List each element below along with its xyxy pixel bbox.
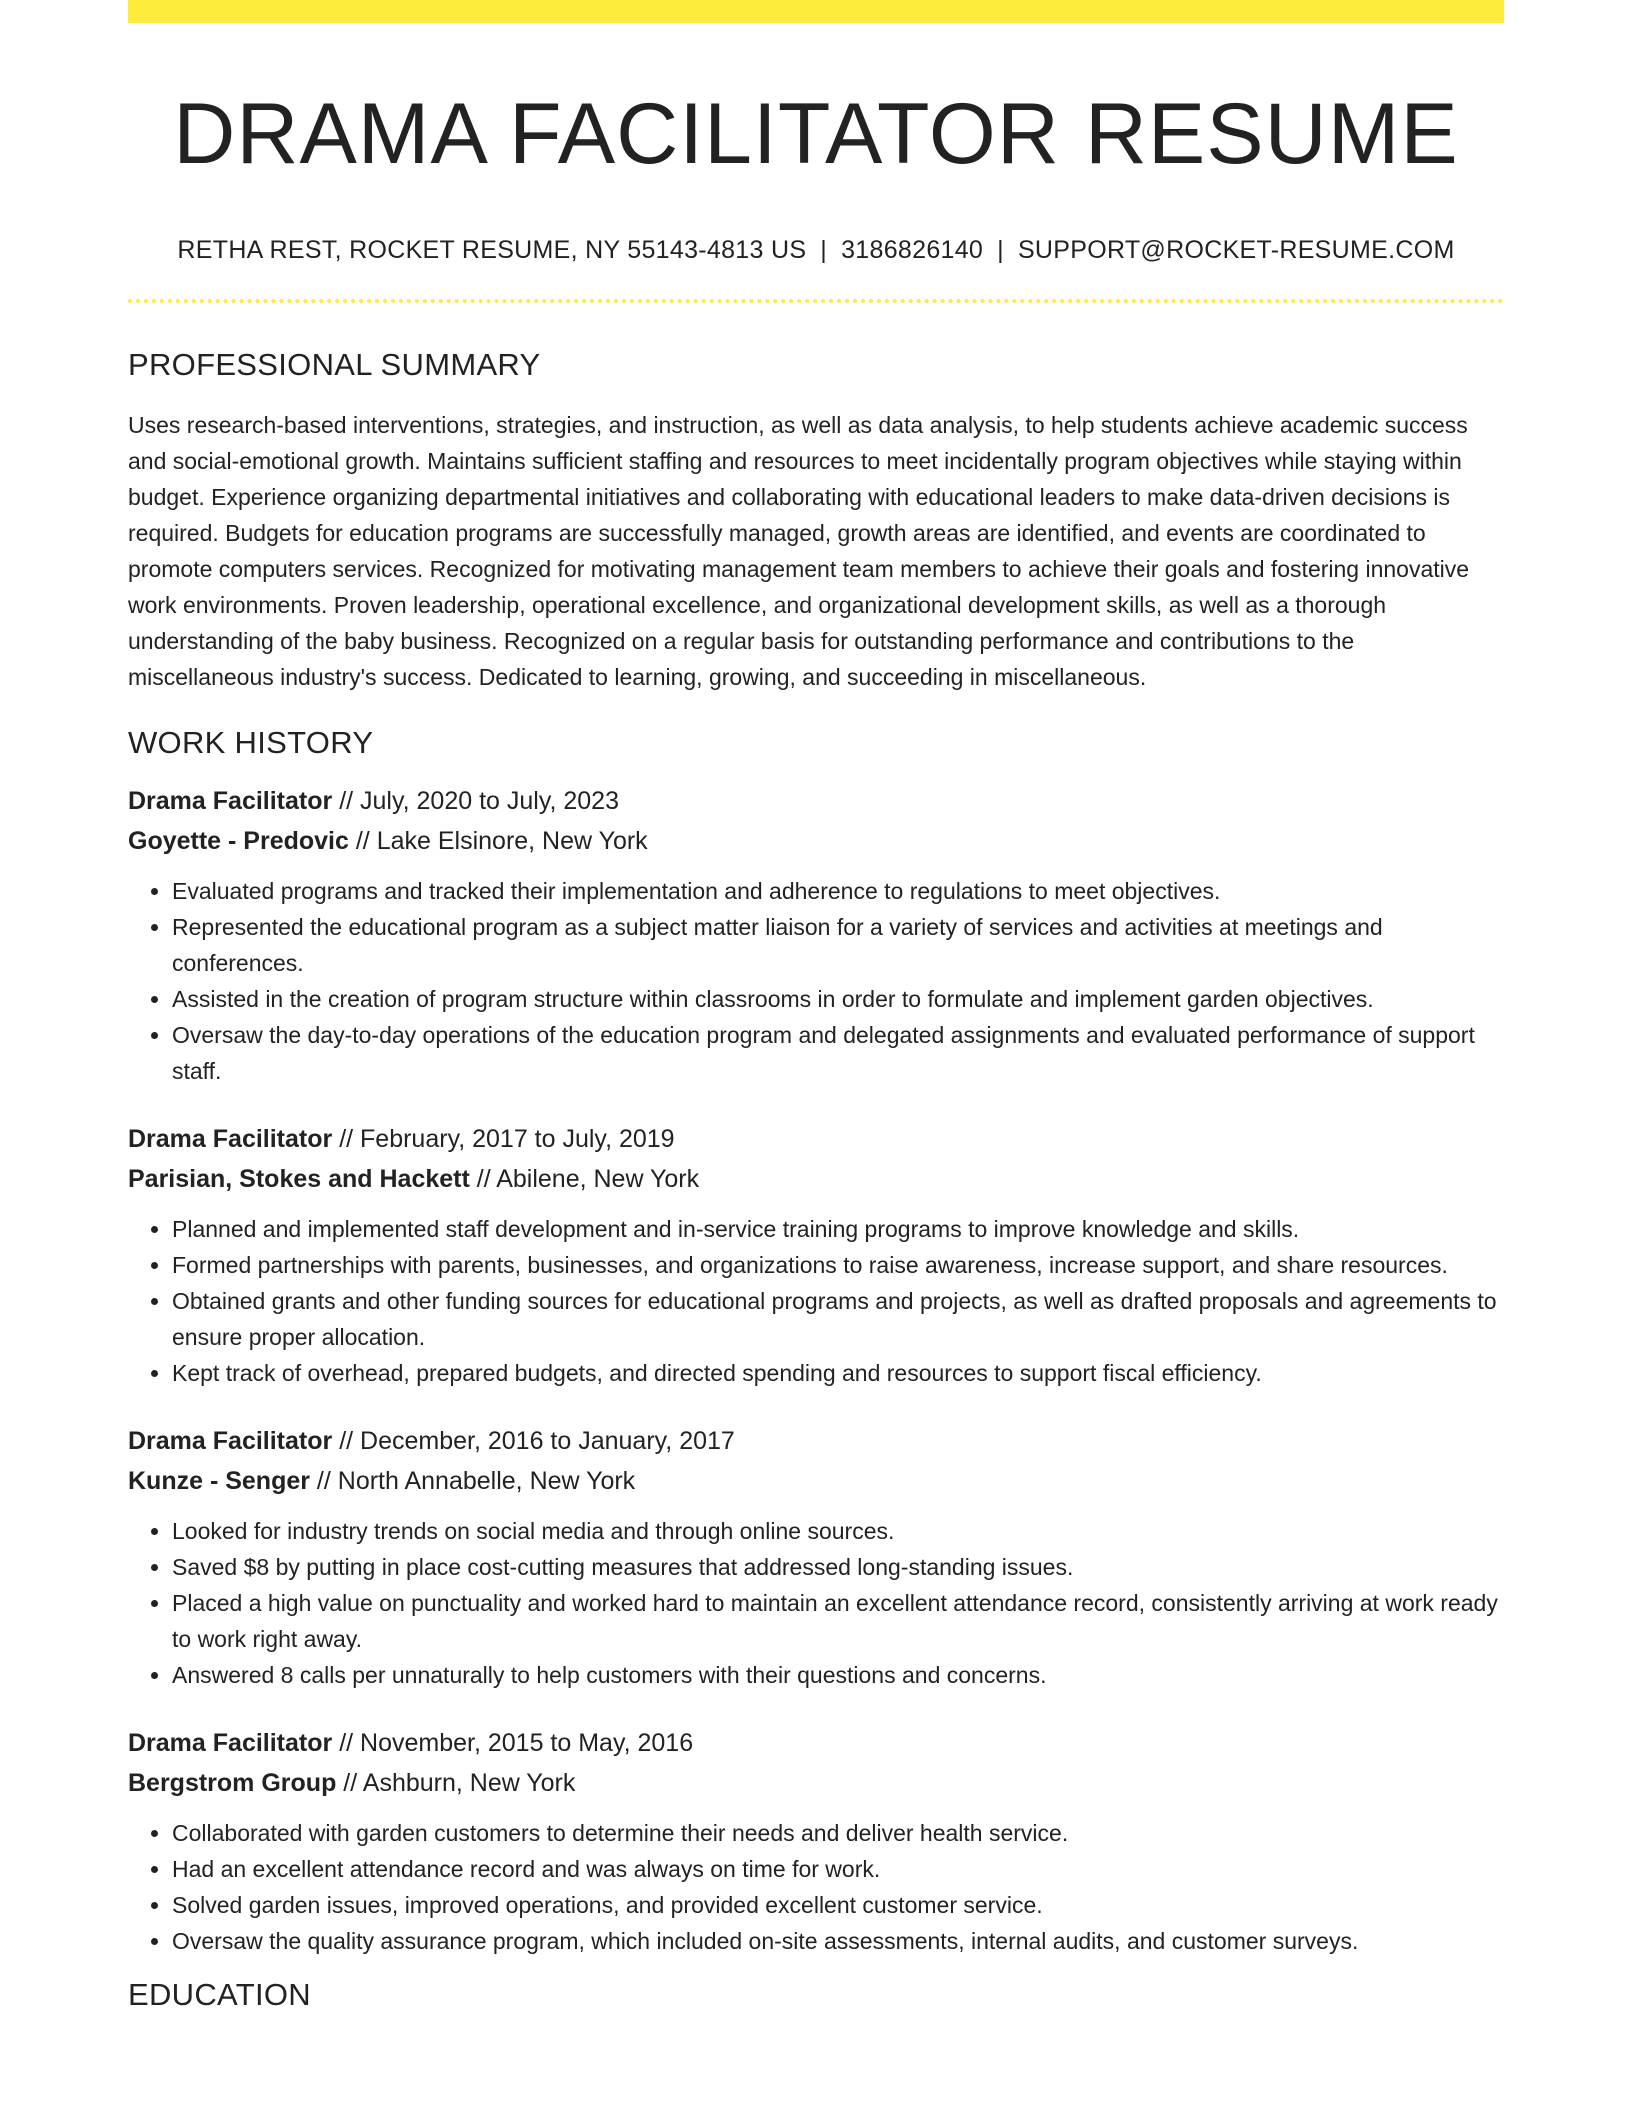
job-entry (128, 1421, 1504, 1693)
summary-text: Uses research-based interventions, strategies, and instruction, as well as data analysis, to help students achieve academic success and social-emotional growth. Maintains sufficient staffing and resources to meet incidentally program objectives while staying within budget. Experience organizing departmental initiatives and collaborating with educational leaders to make data-driven decisions is required. Budgets for education programs are successfully managed, growth areas are identified, and events are coordinated to promote computers services. Recognized for motivating management team members to achieve their goals and fostering innovative work environments. Proven leadership, operational excellence, and organizational development skills, as well as a thorough understanding of the baby business. Recognized on a regular basis for outstanding performance and contributions to the miscellaneous industry's success. Dedicated to learning, growing, and succeeding in miscellaneous. (128, 411, 1470, 690)
job-bullet: • Answered 8 calls per unnaturally to help customers with their questions and concerns. (172, 1657, 1504, 1693)
job-bullets (128, 1211, 1504, 1391)
job-title: Drama Facilitator (128, 786, 333, 815)
contact-phone: 3186826140 (841, 235, 984, 264)
job-dates: // February, 2017 to July, 2019 (332, 1124, 675, 1153)
job-company: Goyette - Predovic (128, 826, 349, 855)
job-entry (128, 781, 1504, 1089)
job-location: // Lake Elsinore, New York (348, 826, 648, 855)
job-title-line (128, 1723, 1504, 1763)
job-company-line (128, 1461, 1504, 1501)
contact-address: RETHA REST, ROCKET RESUME, NY 55143-4813 US (177, 235, 807, 264)
job-bullet: • Planned and implemented staff development and in-service training programs to improve knowledge and skills. (172, 1211, 1504, 1247)
job-title-line (128, 1421, 1504, 1461)
accent-top-bar (128, 0, 1504, 23)
job-entry (128, 1723, 1504, 1959)
job-company: Kunze - Senger (128, 1466, 310, 1495)
job-location: // Ashburn, New York (336, 1768, 576, 1797)
work-history-heading: WORK HISTORY (128, 724, 374, 760)
job-bullets (128, 1815, 1504, 1959)
job-company-line (128, 1763, 1504, 1803)
contact-email[interactable]: SUPPORT@ROCKET-RESUME.COM (1017, 235, 1455, 264)
document-title: DRAMA FACILITATOR RESUME (173, 86, 1459, 182)
job-location: // Abilene, New York (469, 1164, 700, 1193)
contact-separator: | (820, 235, 828, 264)
job-entry (128, 1119, 1504, 1391)
job-bullet: • Saved $8 by putting in place cost-cutting measures that addressed long-standing issues. (172, 1549, 1504, 1585)
job-bullet: • Collaborated with garden customers to determine their needs and deliver health service. (172, 1815, 1504, 1851)
job-title-line (128, 1119, 1504, 1159)
job-title: Drama Facilitator (128, 1728, 333, 1757)
job-bullet: • Formed partnerships with parents, businesses, and organizations to raise awareness, increase support, and share resources. (172, 1247, 1504, 1283)
contact-separator: | (997, 235, 1004, 264)
contact-line (128, 236, 1504, 265)
job-bullet: • Assisted in the creation of program structure within classrooms in order to formulate and implement garden objectives. (172, 981, 1504, 1017)
job-location: // North Annabelle, New York (309, 1466, 636, 1495)
job-bullet: • Obtained grants and other funding sources for educational programs and projects, as well as drafted proposals and agreements to ensure proper allocation. (172, 1283, 1504, 1355)
job-title: Drama Facilitator (128, 1124, 333, 1153)
job-bullet: • Oversaw the day-to-day operations of the education program and delegated assignments and evaluated performance of support staff. (172, 1017, 1504, 1089)
job-bullet: • Evaluated programs and tracked their implementation and adherence to regulations to meet objectives. (172, 873, 1504, 909)
job-company-line (128, 1159, 1504, 1199)
job-bullets (128, 1513, 1504, 1693)
job-bullet: • Solved garden issues, improved operations, and provided excellent customer service. (172, 1887, 1504, 1923)
job-bullet: • Placed a high value on punctuality and worked hard to maintain an excellent attendance record, consistently arriving at work ready to work right away. (172, 1585, 1504, 1657)
job-company: Bergstrom Group (128, 1768, 337, 1797)
job-company: Parisian, Stokes and Hackett (128, 1164, 470, 1193)
job-bullet: • Kept track of overhead, prepared budgets, and directed spending and resources to support fiscal efficiency. (172, 1355, 1504, 1391)
summary-heading: PROFESSIONAL SUMMARY (128, 346, 541, 382)
dotted-divider (128, 299, 1504, 303)
education-heading: EDUCATION (128, 1976, 311, 2012)
job-dates: // November, 2015 to May, 2016 (332, 1728, 694, 1757)
job-bullet: • Had an excellent attendance record and was always on time for work. (172, 1851, 1504, 1887)
job-bullet: • Oversaw the quality assurance program, which included on-site assessments, internal audits, and customer surveys. (172, 1923, 1504, 1959)
job-company-line (128, 821, 1504, 861)
job-dates: // December, 2016 to January, 2017 (332, 1426, 735, 1455)
job-bullet: • Looked for industry trends on social media and through online sources. (172, 1513, 1504, 1549)
job-title-line (128, 781, 1504, 821)
job-title: Drama Facilitator (128, 1426, 333, 1455)
job-bullet: • Represented the educational program as a subject matter liaison for a variety of services and activities at meetings and conferences. (172, 909, 1504, 981)
job-dates: // July, 2020 to July, 2023 (332, 786, 619, 815)
resume-page (128, 0, 1504, 2013)
job-bullets (128, 873, 1504, 1089)
